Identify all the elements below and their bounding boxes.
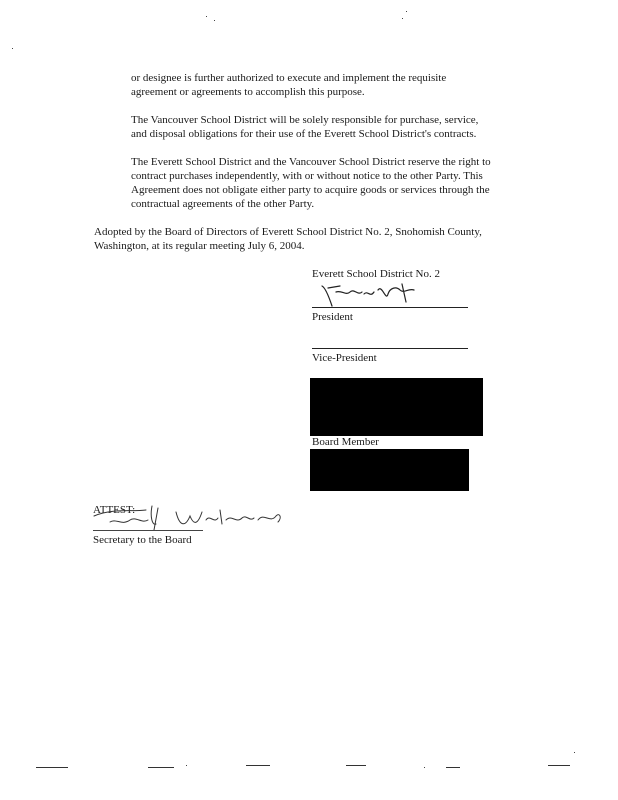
- scan-speck: [12, 48, 13, 49]
- scan-speck: [406, 11, 407, 12]
- signature-org-name: Everett School District No. 2: [312, 268, 441, 280]
- paragraph-line: The Vancouver School District will be solely responsible for purchase, service,: [131, 114, 479, 126]
- scan-speck: [186, 765, 187, 766]
- paragraph-line: Washington, at its regular meeting July 6, 2004.: [94, 240, 305, 252]
- paragraph-line: contractual agreements of the other Party.: [131, 198, 315, 210]
- scan-artifact: [36, 767, 68, 768]
- secretary-signature-line: [93, 530, 203, 531]
- paragraph-line: or designee is further authorized to execute and implement the requisite: [131, 72, 447, 84]
- president-signature-line: [312, 307, 468, 308]
- board-member-title: Board Member: [312, 436, 379, 448]
- paragraph-line: Agreement does not obligate either party to acquire goods or services through the: [131, 184, 490, 196]
- scan-artifact: [446, 767, 460, 768]
- scan-speck: [424, 767, 425, 768]
- scan-artifact: [148, 767, 174, 768]
- paragraph-line: Adopted by the Board of Directors of Everett School District No. 2, Snohomish County,: [94, 226, 482, 238]
- paragraph-line: agreement or agreements to accomplish this purpose.: [131, 86, 365, 98]
- adoption-statement: [94, 225, 482, 253]
- president-signature: [316, 280, 436, 310]
- paragraph-line: The Everett School District and the Vancouver School District reserve the right to: [131, 156, 491, 168]
- scan-artifact: [246, 765, 270, 766]
- paragraph-vancouver-responsibility: [131, 113, 478, 141]
- redacted-signature-block: [310, 378, 483, 436]
- paragraph-reserve-right: [131, 155, 491, 211]
- paragraph-line: contract purchases independently, with or without notice to the other Party. This: [131, 170, 483, 182]
- paragraph-authorization: [131, 71, 446, 99]
- scan-speck: [402, 18, 403, 19]
- secretary-title: Secretary to the Board: [93, 534, 192, 546]
- scan-artifact: [548, 765, 570, 766]
- scan-artifact: [346, 765, 366, 766]
- scan-speck: [214, 20, 215, 21]
- attest-label: ATTEST:: [93, 504, 136, 516]
- scan-speck: [574, 752, 575, 753]
- vice-president-title: Vice-President: [312, 352, 377, 364]
- president-title: President: [312, 311, 353, 323]
- scan-speck: [206, 16, 207, 17]
- vice-president-signature-line: [312, 348, 468, 349]
- redacted-signature-block: [310, 449, 469, 491]
- paragraph-line: and disposal obligations for their use of the Everett School District's contracts.: [131, 128, 477, 140]
